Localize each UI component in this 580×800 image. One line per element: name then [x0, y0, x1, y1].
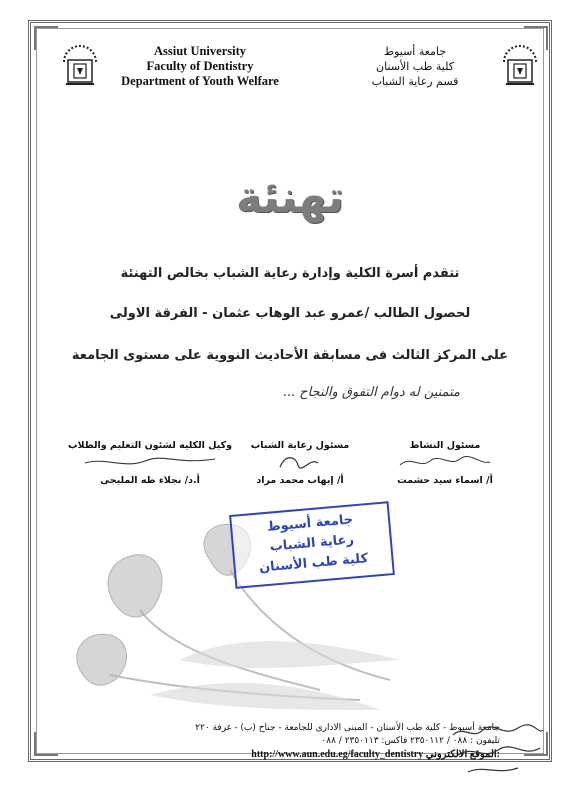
- corner-ornament: [34, 26, 58, 50]
- footer-address: جامعة أسيوط - كلية طب الأسنان - المبنى الادارى للجامعة - جناح (ب) - غرفة ٢٢٠: [195, 723, 500, 733]
- header-department-ar: قسم رعاية الشباب: [371, 75, 459, 88]
- stamp-line: رعاية الشباب: [269, 532, 355, 555]
- signature-role: وكيل الكليه لشئون التعليم والطلاب: [67, 440, 233, 451]
- signature-role: مسئول رعاية الشباب: [250, 440, 350, 451]
- student-line: لحصول الطالب /عمرو عبد الوهاب عثمان - الفرقة الاولى: [109, 306, 471, 321]
- wishes-line: متمنين له دوام التفوق والنجاح ...: [282, 385, 460, 400]
- handwritten-signature: [240, 453, 360, 471]
- handwritten-signature: [65, 453, 235, 471]
- congrats-line: تتقدم أسرة الكلية وإدارة رعاية الشباب بخالص التهنئة: [120, 266, 460, 281]
- university-logo-icon: [500, 42, 540, 88]
- header-faculty: Faculty of Dentistry: [146, 59, 254, 73]
- footer-phone: تليفون : ٠٨٨ / ٢٣٥٠١١٢ فاكس: ٢٣٥٠١١٣ / ٠٨٨: [321, 736, 500, 746]
- header-english: [110, 44, 290, 89]
- handwritten-note: [448, 720, 548, 780]
- header-department: Department of Youth Welfare: [121, 74, 279, 88]
- footer: [80, 722, 500, 761]
- certificate-title: تهنئة: [235, 172, 345, 223]
- footer-website-label: الموقع الالكتروني:: [425, 749, 500, 760]
- corner-ornament: [34, 732, 58, 756]
- handwritten-signature: [390, 453, 500, 471]
- header-university-ar: جامعة أسيوط: [383, 45, 447, 58]
- signature-name: أ/ إيهاب محمد مراد: [256, 475, 344, 486]
- header-arabic: [340, 44, 490, 89]
- stamp-line: جامعة أسيوط: [266, 512, 354, 535]
- header-university: Assiut University: [153, 44, 247, 58]
- signature-name: أ/ اسماء سيد حشمت: [397, 475, 493, 486]
- university-logo-icon: [60, 42, 100, 88]
- footer-website: [80, 748, 500, 761]
- official-stamp: [229, 501, 395, 589]
- achievement-line: على المركز الثالث فى مسابقة الأحاديث النووية على مستوى الجامعة: [71, 348, 509, 363]
- signature-role: مسئول النشاط: [409, 440, 481, 451]
- header-faculty-ar: كلية طب الأسنان: [376, 60, 454, 73]
- footer-website-url[interactable]: http://www.aun.edu.eg/faculty_dentistry: [251, 749, 424, 760]
- signature-name: أ.د/ نجلاء طه المليجى: [100, 475, 200, 486]
- stamp-line: كلية طب الأسنان: [258, 551, 369, 576]
